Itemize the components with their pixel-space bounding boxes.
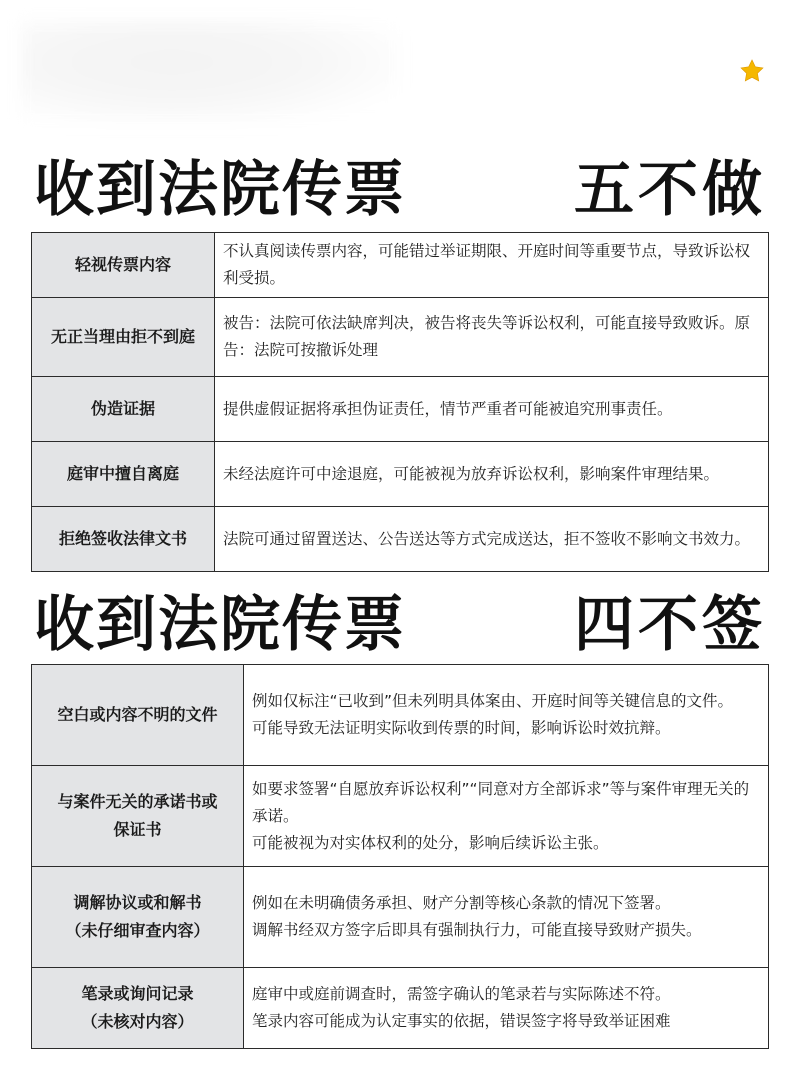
table-row (32, 968, 769, 1049)
table-row (32, 665, 769, 766)
row-description (244, 867, 769, 968)
row-label (32, 867, 244, 968)
section1-heading (34, 150, 766, 225)
section1-title: 收到法院传票 (34, 155, 406, 225)
row-label (32, 665, 244, 766)
row-description (244, 968, 769, 1049)
four-dont-sign-table (31, 664, 769, 1049)
row-description (244, 766, 769, 867)
row-description: 未经法庭许可中途退庭，可能被视为放弃诉讼权利，影响案件审理结果。 (215, 442, 769, 507)
blurred-header-area (20, 20, 400, 125)
row-label: 伪造证据 (32, 377, 215, 442)
section2-title: 收到法院传票 (34, 590, 406, 660)
row-label-line: 笔录或询问记录 (81, 984, 194, 1003)
description-line: 可能导致无法证明实际收到传票的时间，影响诉讼时效抗辩。 (252, 719, 671, 737)
section2-subtitle: 四不签 (574, 590, 766, 660)
row-label: 无正当理由拒不到庭 (32, 298, 215, 377)
table-row (32, 298, 769, 377)
row-label: 拒绝签收法律文书 (32, 507, 215, 572)
row-description (244, 665, 769, 766)
description-line: 如要求签署“自愿放弃诉讼权利”“同意对方全部诉求”等与案件审理无关的承诺。 (252, 779, 750, 825)
row-label-line: （未核对内容） (81, 1012, 194, 1031)
description-line: 笔录内容可能成为认定事实的依据，错误签字将导致举证困难 (252, 1012, 671, 1030)
row-label-line: （未仔细审查内容） (65, 921, 210, 940)
row-label-line: 保证书 (113, 820, 162, 839)
row-description: 法院可通过留置送达、公告送达等方式完成送达，拒不签收不影响文书效力。 (215, 507, 769, 572)
description-line: 调解书经双方签字后即具有强制执行力，可能直接导致财产损失。 (252, 921, 702, 939)
table-row (32, 233, 769, 298)
row-label: 轻视传票内容 (32, 233, 215, 298)
row-label-line: 空白或内容不明的文件 (57, 705, 218, 724)
section2-heading (34, 585, 766, 660)
description-line: 例如仅标注“已收到”但未列明具体案由、开庭时间等关键信息的文件。 (252, 692, 734, 710)
row-description: 被告：法院可依法缺席判决，被告将丧失等诉讼权利，可能直接导致败诉。原告：法院可按撤诉处理 (215, 298, 769, 377)
row-description: 不认真阅读传票内容，可能错过举证期限、开庭时间等重要节点，导致诉讼权利受损。 (215, 233, 769, 298)
description-line: 庭审中或庭前调查时，需签字确认的笔录若与实际陈述不符。 (252, 985, 671, 1003)
description-line: 例如在未明确债务承担、财产分割等核心条款的情况下签署。 (252, 894, 671, 912)
star-icon (739, 58, 765, 84)
table-row (32, 442, 769, 507)
row-label-line: 调解协议或和解书 (73, 893, 202, 912)
table-row (32, 377, 769, 442)
row-label-line: 与案件无关的承诺书或 (57, 792, 218, 811)
row-label (32, 766, 244, 867)
row-label (32, 968, 244, 1049)
row-label: 庭审中擅自离庭 (32, 442, 215, 507)
table-row (32, 766, 769, 867)
table-row (32, 867, 769, 968)
table-row (32, 507, 769, 572)
section1-subtitle: 五不做 (574, 155, 766, 225)
description-line: 可能被视为对实体权利的处分，影响后续诉讼主张。 (252, 833, 609, 852)
row-description: 提供虚假证据将承担伪证责任，情节严重者可能被追究刑事责任。 (215, 377, 769, 442)
five-donts-table (31, 232, 769, 572)
